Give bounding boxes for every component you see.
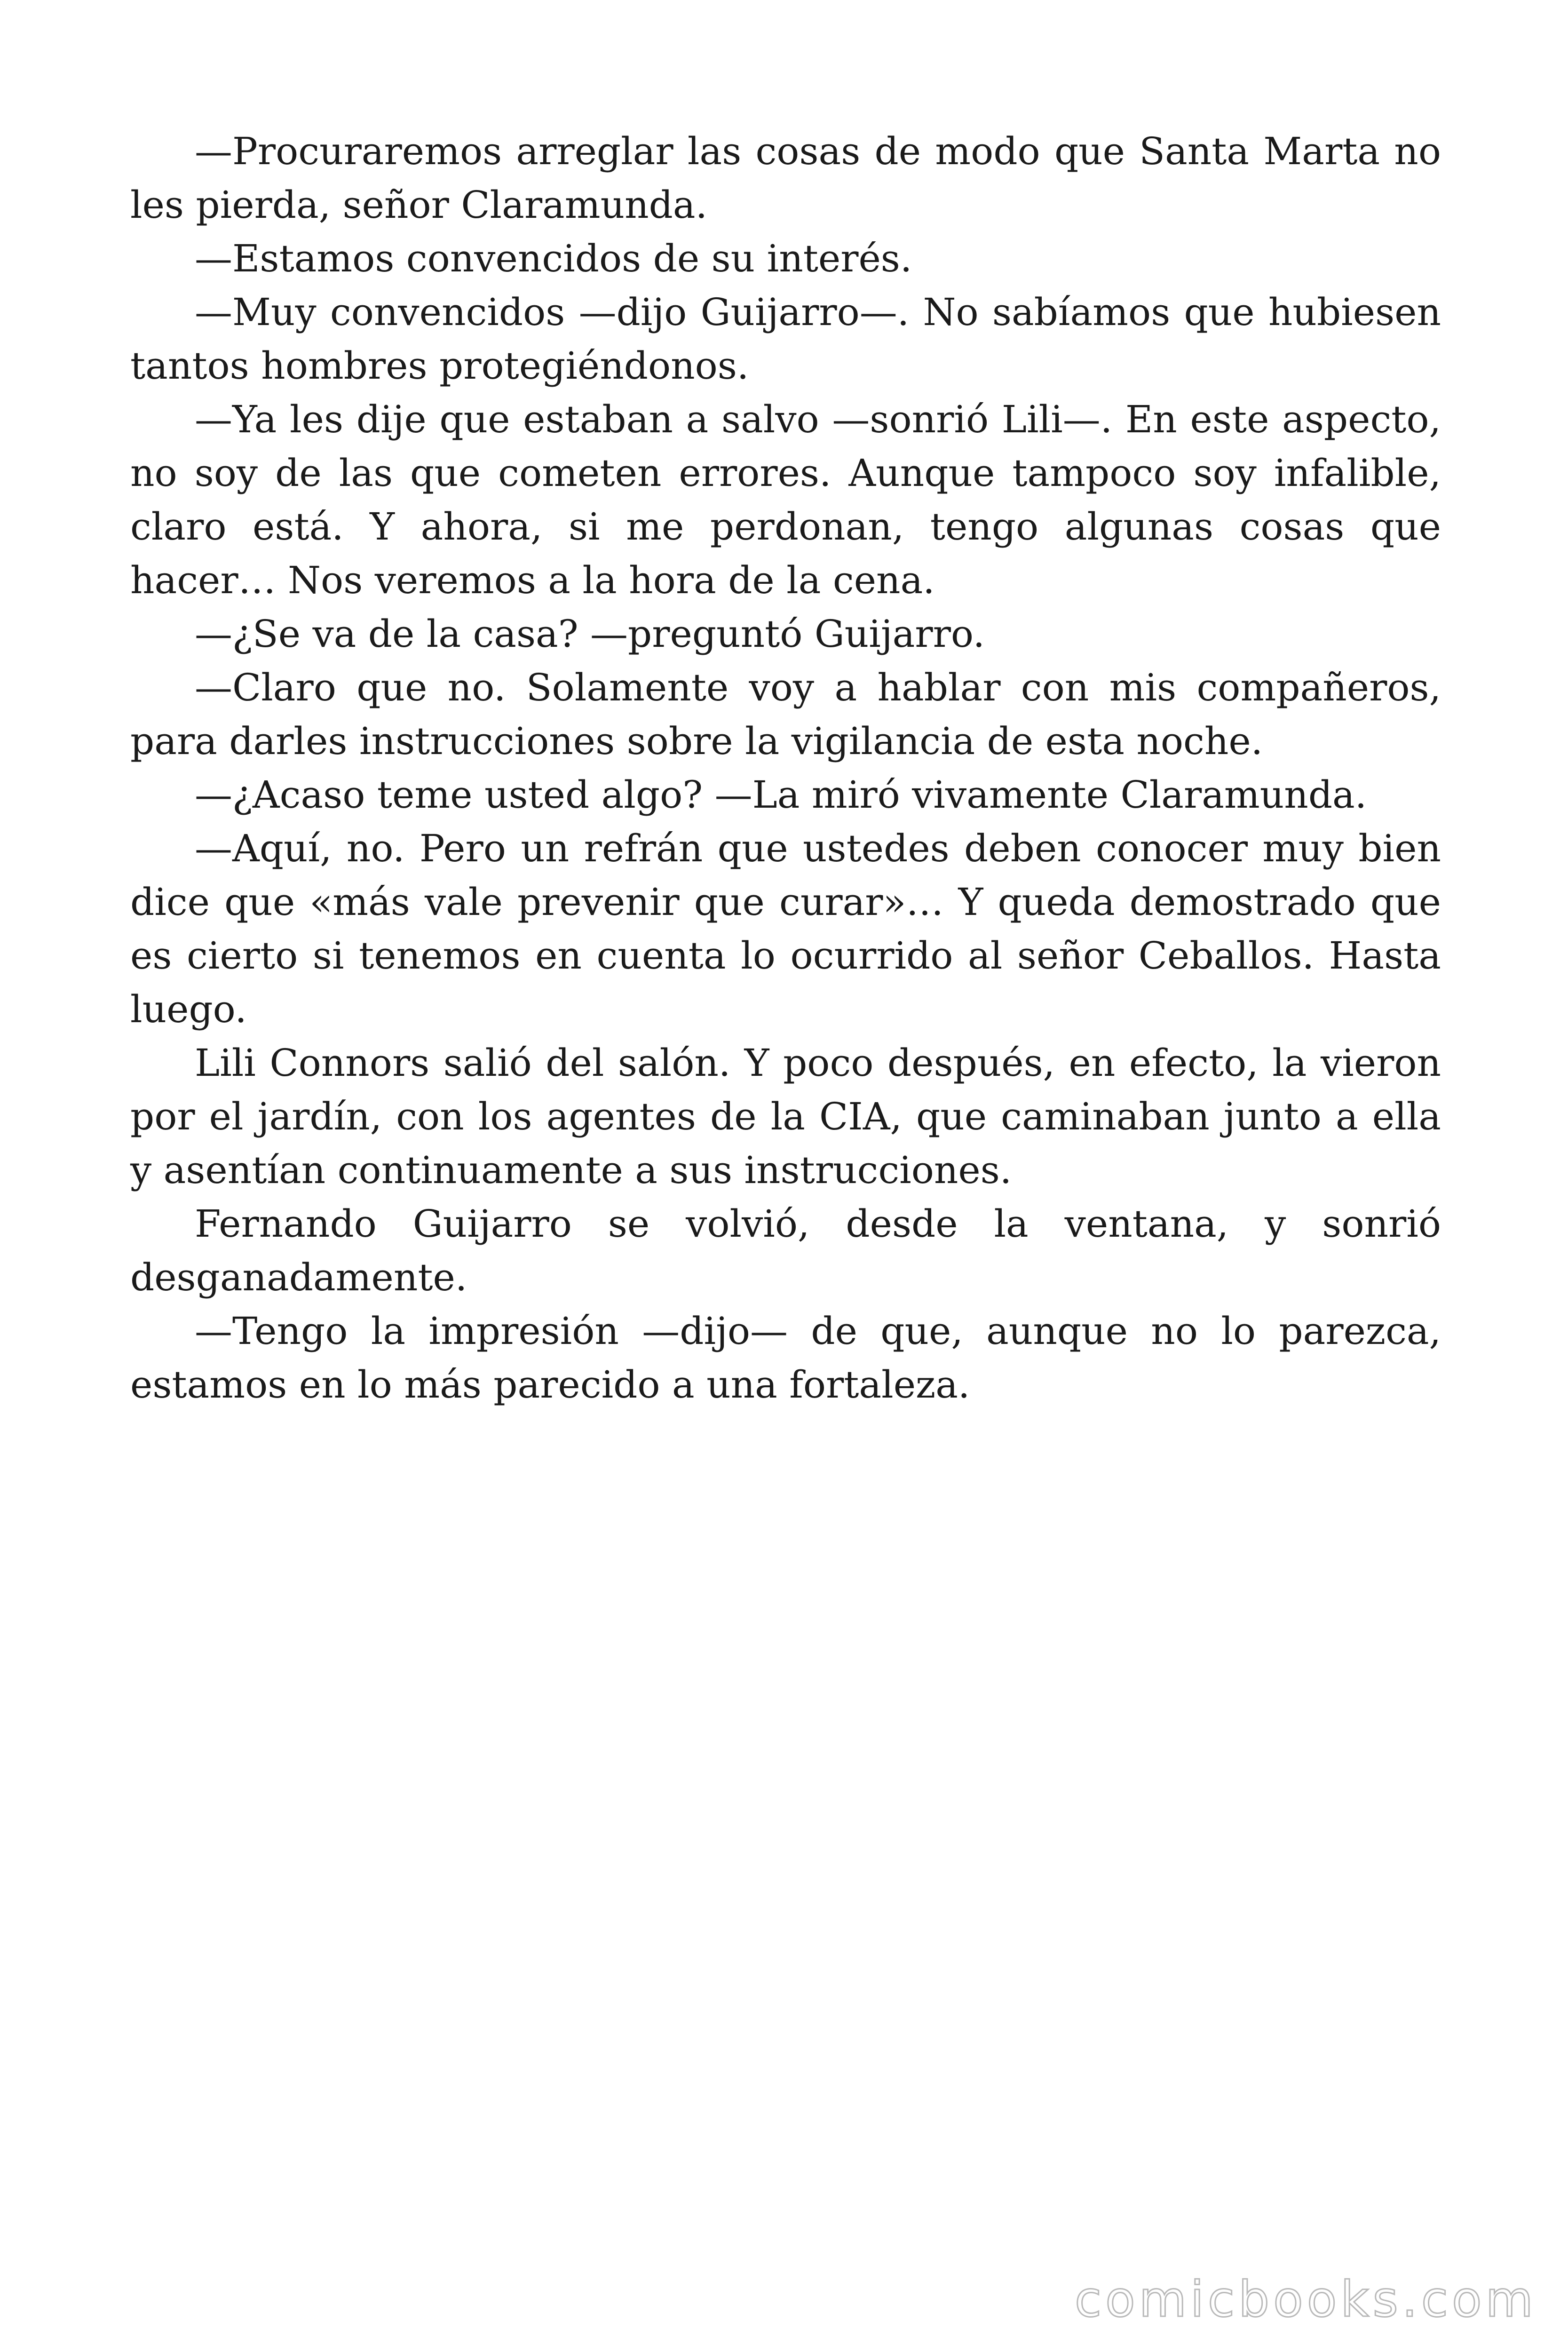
paragraph: —Muy convencidos —dijo Guijarro—. No sabíamos que hubiesen tantos hombres protegiéndonos. [130,290,1441,388]
paragraph: —¿Se va de la casa? —preguntó Guijarro. [195,612,985,656]
watermark: comicbooks.com [1074,2271,1537,2328]
paragraph: —Procuraremos arreglar las cosas de modo que Santa Marta no les pierda, señor Claramunda. [130,129,1441,227]
paragraph: —Aquí, no. Pero un refrán que ustedes deben conocer muy bien dice que «más vale prevenir que curar»… Y queda demostrado que es cierto si tenemos en cuenta lo ocurrido al señor Ceballos. Hasta luego. [130,826,1441,1031]
paragraph: —¿Acaso teme usted algo? —La miró vivamente Claramunda. [195,773,1367,817]
paragraph: Fernando Guijarro se volvió, desde la ventana, y sonrió desganadamente. [130,1202,1441,1299]
paragraph: —Tengo la impresión —dijo— de que, aunque no lo parezca, estamos en lo más parecido a una fortaleza. [130,1309,1441,1406]
paragraph: Lili Connors salió del salón. Y poco después, en efecto, la vieron por el jardín, con los agentes de la CIA, que caminaban junto a ella y asentían continuamente a sus instrucciones. [130,1041,1441,1192]
body-text [130,125,1441,1412]
paragraph: —Claro que no. Solamente voy a hablar con mis compañeros, para darles instrucciones sobre la vigilancia de esta noche. [130,666,1441,763]
paragraph: —Ya les dije que estaban a salvo —sonrió Lili—. En este aspecto, no soy de las que cometen errores. Aunque tampoco soy infalible, claro está. Y ahora, si me perdonan, tengo algunas cosas que hacer… Nos veremos a la hora de la cena. [130,397,1441,602]
paragraph: —Estamos convencidos de su interés. [195,237,912,280]
